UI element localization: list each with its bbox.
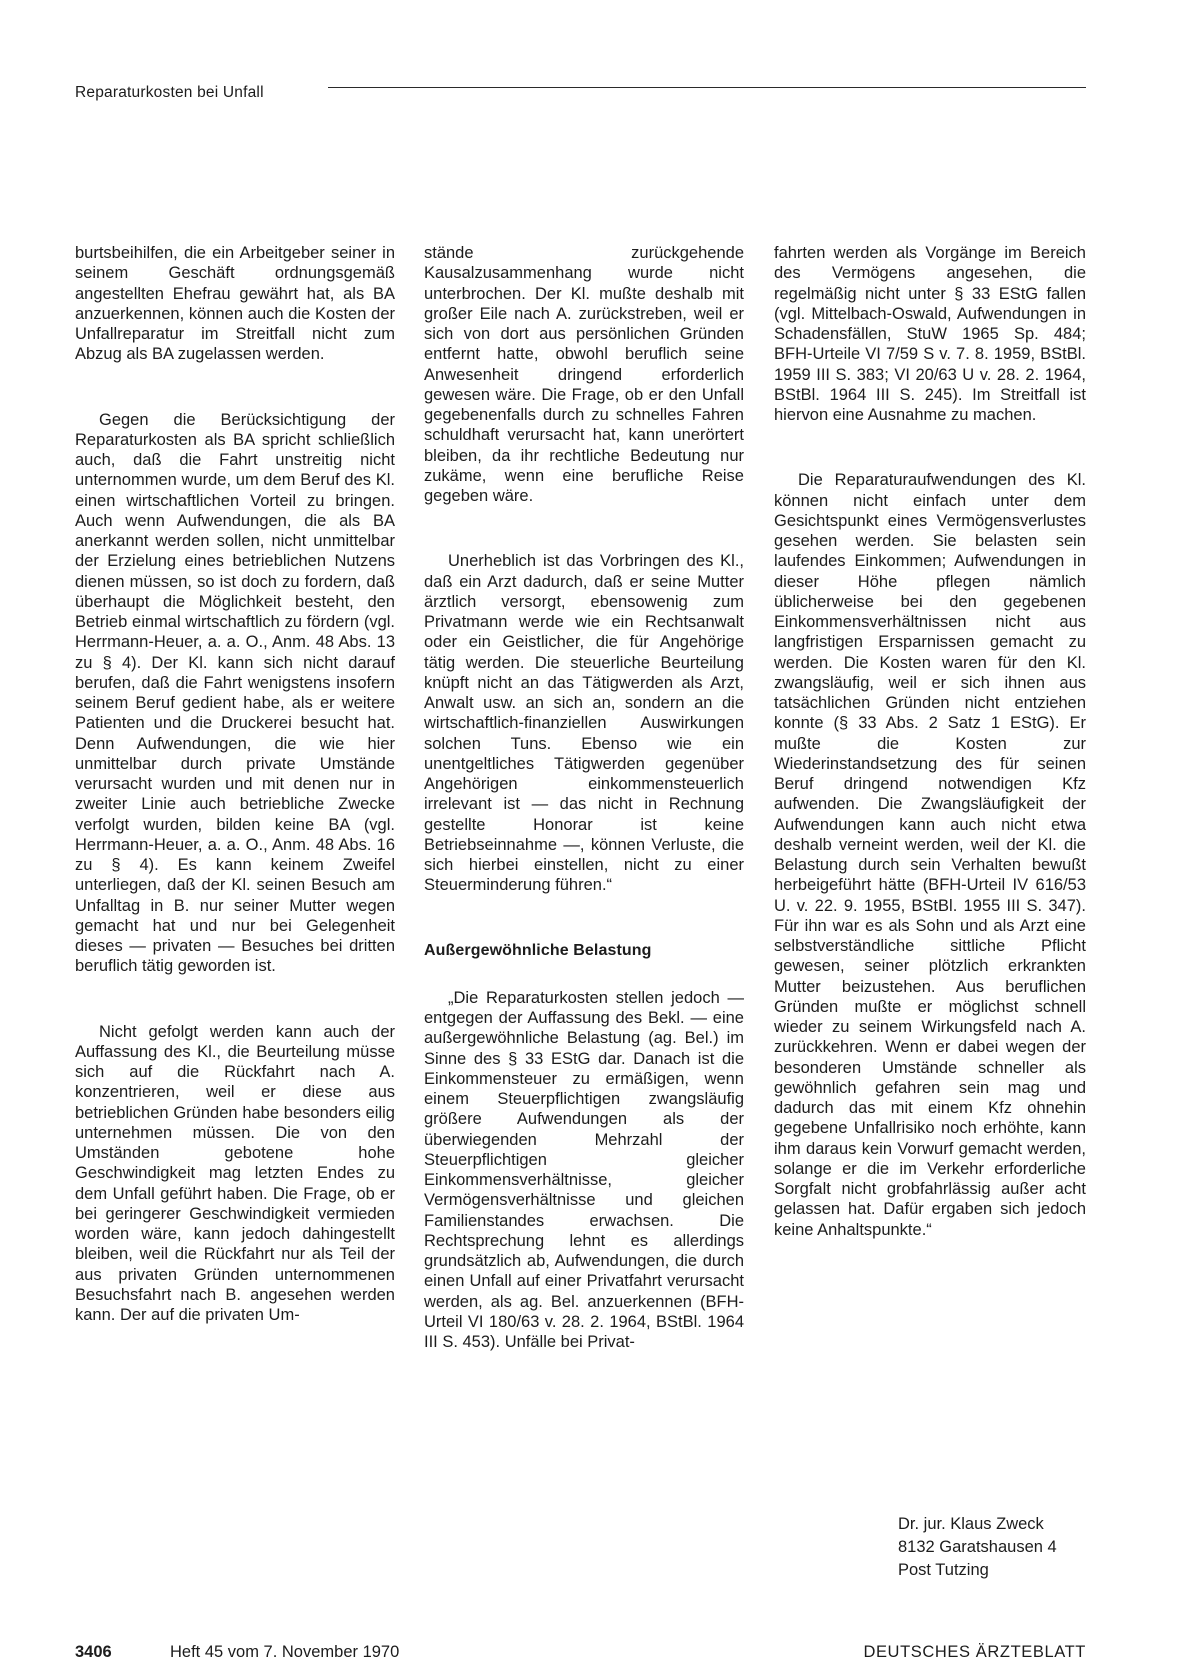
paragraph-gap: [75, 365, 395, 410]
page-number: 3406: [75, 1643, 112, 1661]
paragraph: „Die Reparaturkosten stellen jedoch — entgegen der Auffassung des Bekl. — eine außergewöhnliche Belastung (ag. Bel.) im Sinne des § 33 EStG dar. Danach ist die Einkommensteuer zu ermäßigen, wenn einem Steuerpflichtigen zwangsläufig größere Aufwendungen als der überwiegenden Mehrzahl der Steuerpflichtigen gleicher Einkommensverhältnisse, gleicher Vermögensverhältnisse und gleichen Familienstandes erwachsen. Die Rechtsprechung lehnt es allerdings grundsätzlich ab, Aufwendungen, die durch einen Unfall auf einer Privatfahrt verursacht werden, als ag. Bel. anzuerkennen (BFH-Urteil VI 180/63 v. 28. 2. 1964, BStBl. 1964 III S. 453). Unfälle bei Privat-: [424, 988, 744, 1351]
journal-name: DEUTSCHES ÄRZTEBLATT: [863, 1643, 1086, 1661]
issue-info: Heft 45 vom 7. November 1970: [170, 1643, 400, 1661]
text-column-1: [75, 243, 395, 1325]
paragraph: Nicht gefolgt werden kann auch der Auffassung des Kl., die Beurteilung müsse sich auf die Rückfahrt nach A. konzentrieren, weil er diese aus betrieblichen Gründen habe besonders eilig unternehmen müssen. Die von den Umständen gebotene hohe Geschwindigkeit mag letzten Endes zu dem Unfall geführt haben. Die Frage, ob er bei geringerer Geschwindigkeit vermieden worden wäre, kann jedoch dahingestellt bleiben, weil die Rückfahrt nur als Teil der aus privaten Gründen unternommenen Besuchsfahrt nach B. angesehen werden kann. Der auf die privaten Um-: [75, 1022, 395, 1324]
paragraph: Die Reparaturaufwendungen des Kl. können nicht einfach unter dem Gesichtspunkt eines Vermögensverlustes gesehen werden. Sie belasten sein laufendes Einkommen; Aufwendungen in dieser Höhe pflegen nämlich üblicherweise bei den gegebenen Einkommensverhältnissen nicht aus langfristigen Ersparnissen gemacht zu werden. Die Kosten waren für den Kl. zwangsläufig, weil er sich ihnen aus tatsächlichen Gründen nicht entziehen konnte (§ 33 Abs. 2 Satz 1 EStG). Er mußte die Kosten zur Wiederinstandsetzung des für seinen Beruf dringend notwendigen Kfz aufwenden. Die Zwangsläufigkeit der Aufwendungen kann auch nicht etwa deshalb verneint werden, weil der Kl. die Belastung durch sein Verhalten bewußt herbeigeführt hätte (BFH-Urteil IV 616/53 U. v. 22. 9. 1955, BStBl. 1955 III S. 347). Für ihn war es als Sohn und als Arzt eine selbstverständliche sittliche Pflicht gewesen, seiner plötzlich erkrankten Mutter beizustehen. Aus beruflichen Gründen mußte er möglichst schnell wieder zu seinem Wirkungsfeld nach A. zurückkehren. Wenn er dabei wegen der besonderen Umstände schneller als gewöhnlich gefahren sein mag und dadurch das mit einem Kfz ohnehin gegebene Unfallrisiko noch erhöhte, kann ihm daraus kein Vorwurf gemacht werden, solange er die im Verkehr erforderliche Sorgfalt nicht grobfahrlässig außer acht gelassen hat. Dafür ergaben sich jedoch keine Anhaltspunkte.“: [774, 471, 1086, 1239]
paragraph-gap: [75, 977, 395, 1022]
paragraph: fahrten werden als Vorgänge im Bereich des Vermögens angesehen, die regelmäßig nicht unter § 33 EStG fallen (vgl. Mittelbach-Oswald, Aufwendungen in Schadensfällen, StuW 1965 Sp. 484; BFH-Urteile VI 7/59 S v. 7. 8. 1959, BStBl. 1959 III S. 383; VI 20/63 U v. 28. 2. 1964, BStBl. 1964 III S. 245). Im Streitfall ist hiervon eine Ausnahme zu machen.: [774, 244, 1086, 424]
text-column-2: [424, 243, 744, 1352]
paragraph: burtsbeihilfen, die ein Arbeitgeber seiner in seinem Geschäft ordnungsgemäß angestellten Ehefrau gewährt hat, als BA anzuerkennen, können auch die Kosten der Unfallreparatur im Streitfall nicht zum Abzug als BA zugelassen werden.: [75, 244, 395, 364]
text-column-3: [774, 243, 1086, 1240]
running-header-title: Reparaturkosten bei Unfall: [75, 84, 264, 101]
section-heading: Außergewöhnliche Belastung: [424, 941, 652, 959]
paragraph-gap: [774, 425, 1086, 470]
paragraph: stände zurückgehende Kausalzusammenhang wurde nicht unterbrochen. Der Kl. mußte deshalb mit großer Eile nach A. zurückstreben, weil er sich von dort aus persönlichen Gründen entfernt hatte, obwohl beruflich seine Anwesenheit dringend erforderlich gewesen wäre. Die Frage, ob er den Unfall gegebenenfalls durch zu schnelles Fahren schuldhaft verursacht hat, kann unerörtert bleiben, da ihr rechtliche Bedeutung nur zukäme, wenn eine berufliche Reise gegeben wäre.: [424, 244, 744, 505]
paragraph-gap: [424, 961, 744, 988]
author-signature: [898, 1513, 1057, 1582]
paragraph: Gegen die Berücksichtigung der Reparaturkosten als BA spricht schließlich auch, daß die Fahrt unstreitig nicht unternommen wurde, um dem Beruf des Kl. einen wirtschaftlichen Vorteil zu bringen. Auch wenn Aufwendungen, die als BA anerkannt werden sollen, nicht unmittelbar der Erzielung eines betrieblichen Nutzens dienen müssen, so ist doch zu fordern, daß überhaupt die Möglichkeit besteht, den Betrieb einmal wirtschaftlich zu fördern (vgl. Herrmann-Heuer, a. a. O., Anm. 48 Abs. 13 zu § 4). Der Kl. kann sich nicht darauf berufen, daß die Fahrt wenigstens insofern seinem Beruf gedient habe, als er weitere Patienten und die Druckerei besucht hat. Denn Aufwendungen, die wie hier unmittelbar durch private Umstände verursacht wurden und mit denen nur in zweiter Linie auch betriebliche Zwecke verfolgt wurden, bilden keine BA (vgl. Herrmann-Heuer, a. a. O., Anm. 48 Abs. 16 zu § 4). Es kann keinem Zweifel unterliegen, daß der Kl. seinen Besuch am Unfalltag in B. nur seiner Mutter wegen gemacht hat und nur bei Gelegenheit dieses — privaten — Besuches bei dritten beruflich tätig geworden ist.: [75, 410, 395, 976]
author-name: Dr. jur. Klaus Zweck: [898, 1515, 1044, 1533]
author-address-line: Post Tutzing: [898, 1561, 989, 1579]
paragraph-gap: [424, 896, 744, 941]
header-rule: [328, 87, 1086, 88]
paragraph: Unerheblich ist das Vorbringen des Kl., daß ein Arzt dadurch, daß er seine Mutter ärztlich versorgt, ebensowenig zum Privatmann werde wie ein Rechtsanwalt oder ein Geistlicher, die für Angehörige tätig werden. Die steuerliche Beurteilung knüpft nicht an das Tätigwerden als Arzt, Anwalt usw. an sich an, sondern an die wirtschaftlich-finanziellen Auswirkungen solchen Tuns. Ebenso wie ein unentgeltliches Tätigwerden gegenüber Angehörigen einkommensteuerlich irrelevant ist — das nicht in Rechnung gestellte Honorar ist keine Betriebseinnahme —, können Verluste, die sich hierbei einstellen, nicht zu einer Steuerminderung führen.“: [424, 552, 744, 895]
paragraph-gap: [424, 506, 744, 551]
author-address-line: 8132 Garatshausen 4: [898, 1538, 1057, 1556]
